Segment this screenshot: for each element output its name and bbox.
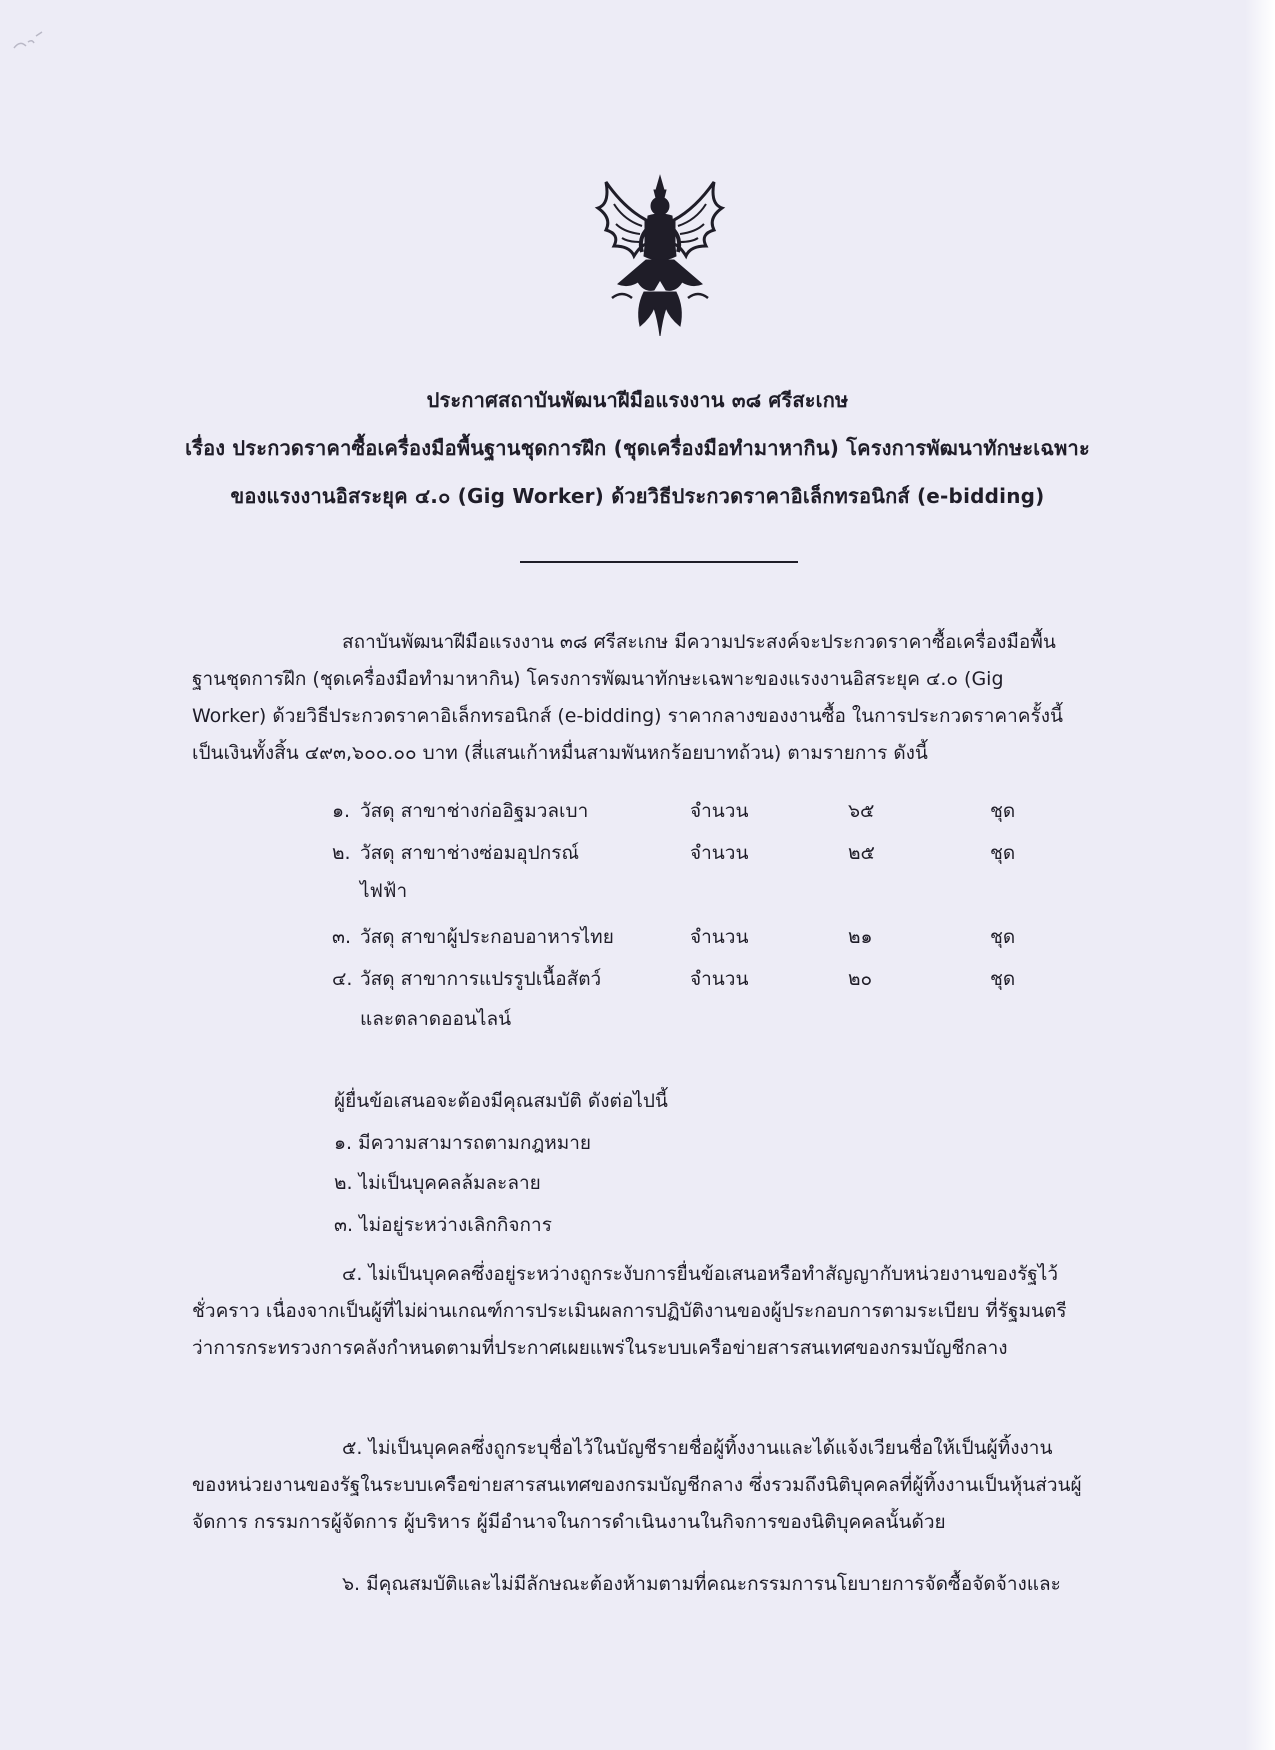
qty-label: จำนวน — [690, 842, 749, 864]
qualification-paragraph — [192, 1566, 1082, 1603]
list-item — [0, 838, 1275, 878]
qualification-item: ๔. ไม่เป็นบุคคลซึ่งอยู่ระหว่างถูกระงับการยื่นข้อเสนอหรือทำสัญญากับหน่วยงานของรัฐไว้ชั่วคราว เนื่องจากเป็นผู้ที่ไม่ผ่านเกณฑ์การประเมินผลการปฏิบัติงานของผู้ประกอบการตามระเบียบ ที่รัฐมนตรีว่าการกระทรวงการคลังกำหนดตามที่ประกาศเผยแพร่ในระบบเครือข่ายสารสนเทศของกรมบัญชีกลาง — [192, 1263, 1067, 1359]
item-number: ๔. — [332, 968, 353, 990]
qualification-paragraph — [192, 1430, 1082, 1541]
list-item — [0, 796, 1275, 836]
item-qty: ๒๕ — [848, 842, 875, 864]
garuda-emblem — [584, 168, 736, 340]
item-qty: ๖๕ — [848, 800, 875, 822]
item-name-continued: ไฟฟ้า — [360, 880, 408, 902]
item-name: วัสดุ สาขาผู้ประกอบอาหารไทย — [360, 926, 614, 948]
item-unit: ชุด — [990, 926, 1016, 948]
item-unit: ชุด — [990, 800, 1016, 822]
scan-mark — [12, 28, 46, 54]
item-name: วัสดุ สาขาการแปรรูปเนื้อสัตว์ — [360, 968, 602, 990]
item-name-continued: และตลาดออนไลน์ — [360, 1008, 512, 1030]
qualification-item: ๑. มีความสามารถตามกฎหมาย — [334, 1132, 592, 1154]
qualification-item: ๓. ไม่อยู่ระหว่างเลิกกิจการ — [334, 1214, 552, 1236]
intro-paragraph — [192, 624, 1082, 772]
qty-label: จำนวน — [690, 968, 749, 990]
list-item — [0, 922, 1275, 962]
qualification-item: ๖. มีคุณสมบัติและไม่มีลักษณะต้องห้ามตามที่คณะกรรมการนโยบายการจัดซื้อจัดจ้างและ — [342, 1573, 1061, 1595]
item-name: วัสดุ สาขาช่างซ่อมอุปกรณ์ — [360, 842, 580, 864]
item-number: ๒. — [332, 842, 351, 864]
subject-line-1: เรื่อง ประกวดราคาซื้อเครื่องมือพื้นฐานชุดการฝึก (ชุดเครื่องมือทำมาหากิน) โครงการพัฒนาทักษะเฉพาะ — [185, 436, 1090, 460]
item-unit: ชุด — [990, 842, 1016, 864]
qty-label: จำนวน — [690, 926, 749, 948]
item-number: ๑. — [332, 800, 351, 822]
qualification-item: ๕. ไม่เป็นบุคคลซึ่งถูกระบุชื่อไว้ในบัญชีรายชื่อผู้ทิ้งงานและได้แจ้งเวียนชื่อให้เป็นผู้ทิ้งงานของหน่วยงานของรัฐในระบบเครือข่ายสารสนเทศของกรมบัญชีกลาง ซึ่งรวมถึงนิติบุคคลที่ผู้ทิ้งงานเป็นหุ้นส่วนผู้จัดการ กรรมการผู้จัดการ ผู้บริหาร ผู้มีอำนาจในการดำเนินงานในกิจการของนิติบุคคลนั้นด้วย — [192, 1437, 1082, 1533]
item-qty: ๒๑ — [848, 926, 873, 948]
item-number: ๓. — [332, 926, 352, 948]
item-qty: ๒๐ — [848, 968, 873, 990]
title-divider — [520, 561, 798, 563]
qty-label: จำนวน — [690, 800, 749, 822]
list-item — [0, 964, 1275, 1004]
qualification-paragraph — [192, 1256, 1082, 1367]
item-unit: ชุด — [990, 968, 1016, 990]
qualification-item: ๒. ไม่เป็นบุคคลล้มละลาย — [334, 1172, 541, 1194]
qualifications-heading: ผู้ยื่นข้อเสนอจะต้องมีคุณสมบัติ ดังต่อไปนี้ — [334, 1090, 668, 1112]
subject-line-2: ของแรงงานอิสระยุค ๔.๐ (Gig Worker) ด้วยวิธีประกวดราคาอิเล็กทรอนิกส์ (e-bidding) — [230, 484, 1045, 508]
announcement-title: ประกาศสถาบันพัฒนาฝีมือแรงงาน ๓๘ ศรีสะเกษ — [426, 388, 849, 412]
item-name: วัสดุ สาขาช่างก่ออิฐมวลเบา — [360, 800, 589, 822]
intro-text: สถาบันพัฒนาฝีมือแรงงาน ๓๘ ศรีสะเกษ มีความประสงค์จะประกวดราคาซื้อเครื่องมือพื้นฐานชุดการฝึก (ชุดเครื่องมือทำมาหากิน) โครงการพัฒนาทักษะเฉพาะของแรงงานอิสระยุค ๔.๐ (Gig Worker) ด้วยวิธีประกวดราคาอิเล็กทรอนิกส์ (e-bidding) ราคากลางของงานซื้อ ในการประกวดราคาครั้งนี้เป็นเงินทั้งสิ้น ๔๙๓,๖๐๐.๐๐ บาท (สี่แสนเก้าหมื่นสามพันหกร้อยบาทถ้วน) ตามรายการ ดังนี้ — [192, 631, 1063, 764]
